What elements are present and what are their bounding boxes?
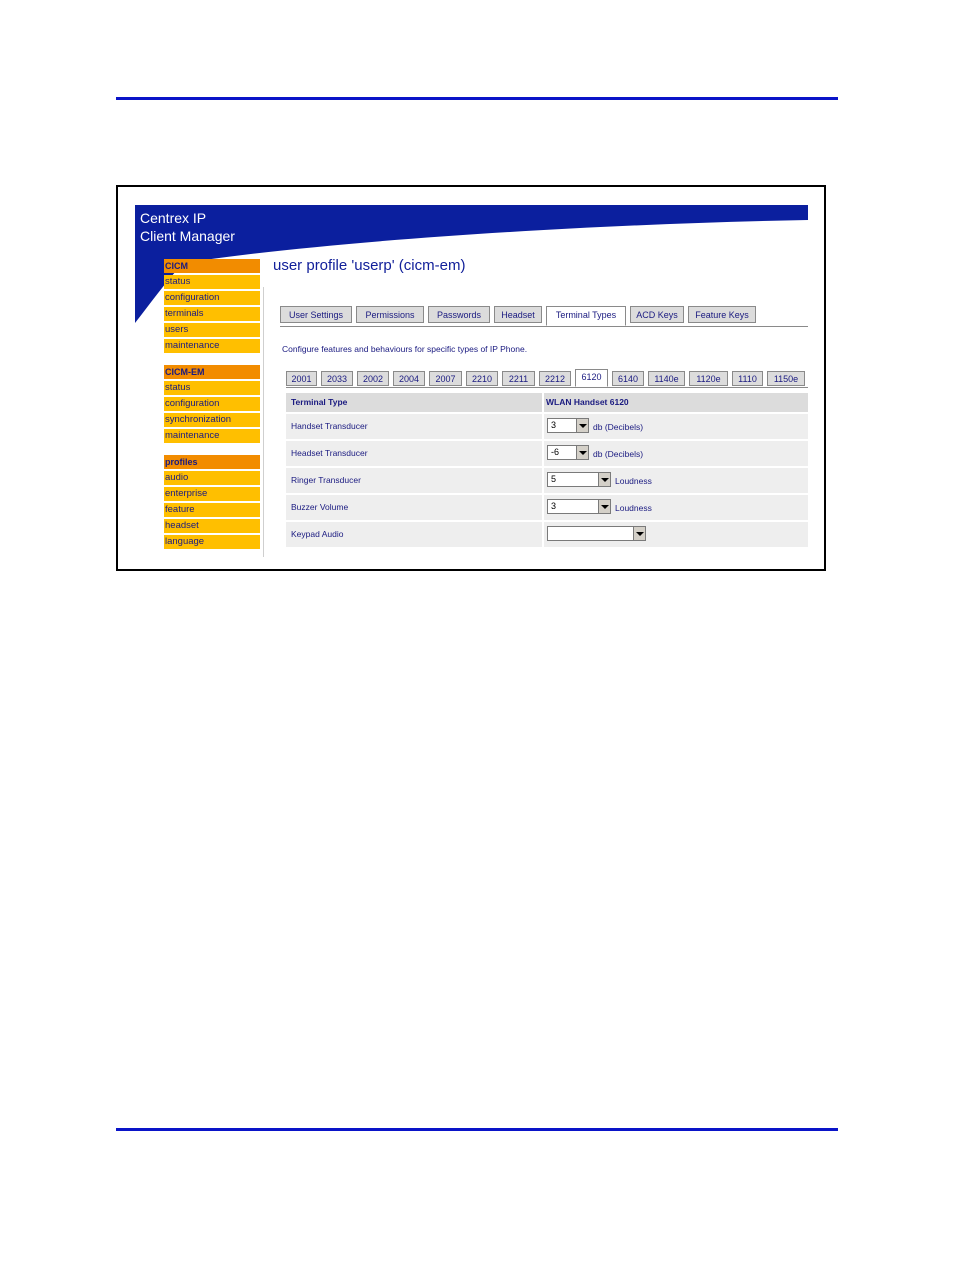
- sidebar-item-em-maintenance[interactable]: maintenance: [164, 429, 260, 443]
- sidebar-item-feature[interactable]: feature: [164, 503, 260, 517]
- terminal-tab-1140e[interactable]: 1140e: [648, 371, 685, 386]
- terminal-tab-1110[interactable]: 1110: [732, 371, 763, 386]
- buzzer-volume-select[interactable]: [547, 499, 611, 514]
- terminal-tab-bar: [286, 369, 808, 388]
- setting-unit: Loudness: [615, 503, 652, 513]
- headset-transducer-select[interactable]: [547, 445, 589, 460]
- brand-line-2: Client Manager: [140, 228, 235, 244]
- setting-label: Headset Transducer: [291, 448, 368, 458]
- brand-line-1: Centrex IP: [140, 210, 207, 226]
- select-value: 3: [551, 501, 557, 511]
- setting-row-ringer-transducer: [286, 468, 808, 493]
- grid-column-separator: [542, 495, 544, 520]
- page-title: user profile 'userp' (cicm-em): [273, 257, 466, 274]
- tab-user-settings[interactable]: User Settings: [280, 306, 352, 323]
- sidebar-item-configuration[interactable]: configuration: [164, 291, 260, 305]
- terminal-tab-2210[interactable]: 2210: [466, 371, 498, 386]
- page-description: Configure features and behaviours for specific types of IP Phone.: [282, 344, 528, 354]
- grid-column-separator: [542, 393, 544, 412]
- tab-passwords[interactable]: Passwords: [428, 306, 490, 323]
- sidebar-divider: [263, 287, 264, 557]
- sidebar-item-enterprise[interactable]: enterprise: [164, 487, 260, 501]
- sidebar: [164, 259, 260, 561]
- terminal-tab-2007[interactable]: 2007: [429, 371, 462, 386]
- sidebar-item-status[interactable]: status: [164, 275, 260, 289]
- setting-unit: db (Decibels): [593, 449, 644, 459]
- sidebar-group-cicm: [164, 259, 260, 353]
- chevron-down-icon[interactable]: [576, 419, 588, 432]
- ringer-transducer-select[interactable]: [547, 472, 611, 487]
- terminal-tab-2033[interactable]: 2033: [321, 371, 353, 386]
- setting-row-handset-transducer: [286, 414, 808, 439]
- sidebar-item-audio[interactable]: audio: [164, 471, 260, 485]
- terminal-tab-6140[interactable]: 6140: [612, 371, 644, 386]
- terminal-settings-grid: [286, 393, 808, 549]
- grid-column-separator: [542, 414, 544, 439]
- grid-column-separator: [542, 441, 544, 466]
- tab-permissions[interactable]: Permissions: [356, 306, 424, 323]
- sidebar-header-cicm[interactable]: CICM: [164, 259, 260, 273]
- setting-label: Handset Transducer: [291, 421, 368, 431]
- setting-label: Buzzer Volume: [291, 502, 349, 512]
- grid-header-label: Terminal Type: [291, 397, 348, 407]
- tab-terminal-types[interactable]: Terminal Types: [546, 306, 626, 326]
- terminal-tab-2001[interactable]: 2001: [286, 371, 317, 386]
- terminal-tab-6120[interactable]: 6120: [575, 369, 608, 387]
- screenshot-frame: [116, 185, 826, 571]
- chevron-down-icon[interactable]: [598, 500, 610, 513]
- setting-row-headset-transducer: [286, 441, 808, 466]
- sidebar-header-cicm-em[interactable]: CICM-EM: [164, 365, 260, 379]
- sidebar-item-maintenance[interactable]: maintenance: [164, 339, 260, 353]
- select-value: -6: [551, 447, 560, 457]
- keypad-audio-select[interactable]: [547, 526, 646, 541]
- terminal-tab-2211[interactable]: 2211: [502, 371, 535, 386]
- grid-column-separator: [542, 468, 544, 493]
- select-value: 5: [551, 474, 557, 484]
- grid-header-value: WLAN Handset 6120: [546, 397, 629, 407]
- terminal-tab-1150e[interactable]: 1150e: [767, 371, 805, 386]
- main-tab-bar: [280, 306, 808, 327]
- sidebar-item-terminals[interactable]: terminals: [164, 307, 260, 321]
- grid-column-separator: [542, 522, 544, 547]
- chevron-down-icon[interactable]: [576, 446, 588, 459]
- select-value: 3: [551, 420, 557, 430]
- sidebar-item-language[interactable]: language: [164, 535, 260, 549]
- chevron-down-icon[interactable]: [598, 473, 610, 486]
- terminal-tab-2002[interactable]: 2002: [357, 371, 389, 386]
- terminal-tab-2212[interactable]: 2212: [539, 371, 571, 386]
- header-rule: [116, 97, 838, 100]
- sidebar-group-cicm-em: [164, 365, 260, 443]
- tab-acd-keys[interactable]: ACD Keys: [630, 306, 684, 323]
- sidebar-header-profiles[interactable]: profiles: [164, 455, 260, 469]
- setting-label: Keypad Audio: [291, 529, 344, 539]
- handset-transducer-select[interactable]: [547, 418, 589, 433]
- footer-rule: [116, 1128, 838, 1131]
- sidebar-group-profiles: [164, 455, 260, 549]
- setting-row-keypad-audio: [286, 522, 808, 547]
- chevron-down-icon[interactable]: [633, 527, 645, 540]
- terminal-tab-2004[interactable]: 2004: [393, 371, 425, 386]
- sidebar-item-synchronization[interactable]: synchronization: [164, 413, 260, 427]
- tab-headset[interactable]: Headset: [494, 306, 542, 323]
- sidebar-item-headset[interactable]: headset: [164, 519, 260, 533]
- setting-row-buzzer-volume: [286, 495, 808, 520]
- brand-logo: [140, 209, 235, 245]
- setting-unit: db (Decibels): [593, 422, 644, 432]
- terminal-tab-1120e[interactable]: 1120e: [689, 371, 728, 386]
- setting-label: Ringer Transducer: [291, 475, 361, 485]
- sidebar-item-users[interactable]: users: [164, 323, 260, 337]
- setting-unit: Loudness: [615, 476, 652, 486]
- sidebar-item-em-configuration[interactable]: configuration: [164, 397, 260, 411]
- sidebar-item-em-status[interactable]: status: [164, 381, 260, 395]
- grid-header-row: [286, 393, 808, 412]
- tab-feature-keys[interactable]: Feature Keys: [688, 306, 756, 323]
